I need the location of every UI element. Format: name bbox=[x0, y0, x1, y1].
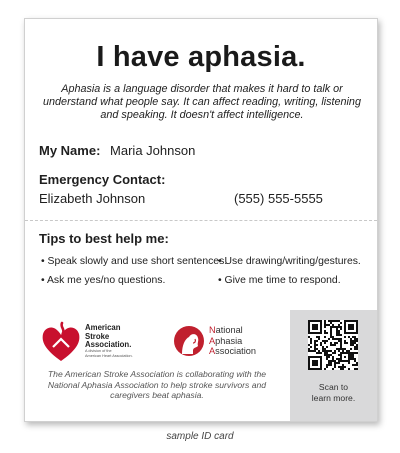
naa-logo-text: National Aphasia Association bbox=[209, 325, 256, 356]
name-label: My Name: bbox=[39, 143, 101, 158]
national-aphasia-association-logo bbox=[169, 321, 209, 361]
tip-item: • Give me time to respond. bbox=[218, 275, 341, 286]
tip-item: • Speak slowly and use short sentences. bbox=[41, 256, 228, 267]
emergency-contact-name: Elizabeth Johnson bbox=[39, 191, 146, 206]
image-caption: sample ID card bbox=[166, 431, 234, 442]
qr-code[interactable] bbox=[308, 320, 358, 370]
card-title: I have aphasia. bbox=[96, 41, 306, 73]
tip-item: • Ask me yes/no questions. bbox=[41, 275, 166, 286]
tips-title: Tips to best help me: bbox=[39, 231, 169, 246]
name-value: Maria Johnson bbox=[110, 143, 196, 158]
aha-logo-subtext: A division of the American Heart Association. bbox=[85, 349, 133, 358]
scan-caption: Scan to learn more. bbox=[311, 382, 356, 403]
emergency-contact-phone: (555) 555-5555 bbox=[234, 191, 323, 206]
aphasia-id-card bbox=[24, 18, 378, 422]
collaboration-note: The American Stroke Association is collaborating with the National Aphasia Association to help stroke survivors and caregivers beat aphasia. bbox=[47, 369, 267, 400]
emergency-contact-label: Emergency Contact: bbox=[39, 172, 166, 187]
aha-logo-text: American Stroke Association. bbox=[85, 323, 132, 349]
tip-item: • Use drawing/writing/gestures. bbox=[218, 256, 361, 267]
card-description: Aphasia is a language disorder that makes it hard to talk or understand what people say. It can affect reading, writing, listening and speaking. It doesn't affect intelligence. bbox=[43, 83, 361, 121]
qr-panel bbox=[290, 310, 377, 421]
name-row bbox=[39, 143, 195, 158]
dashed-divider bbox=[25, 220, 377, 221]
